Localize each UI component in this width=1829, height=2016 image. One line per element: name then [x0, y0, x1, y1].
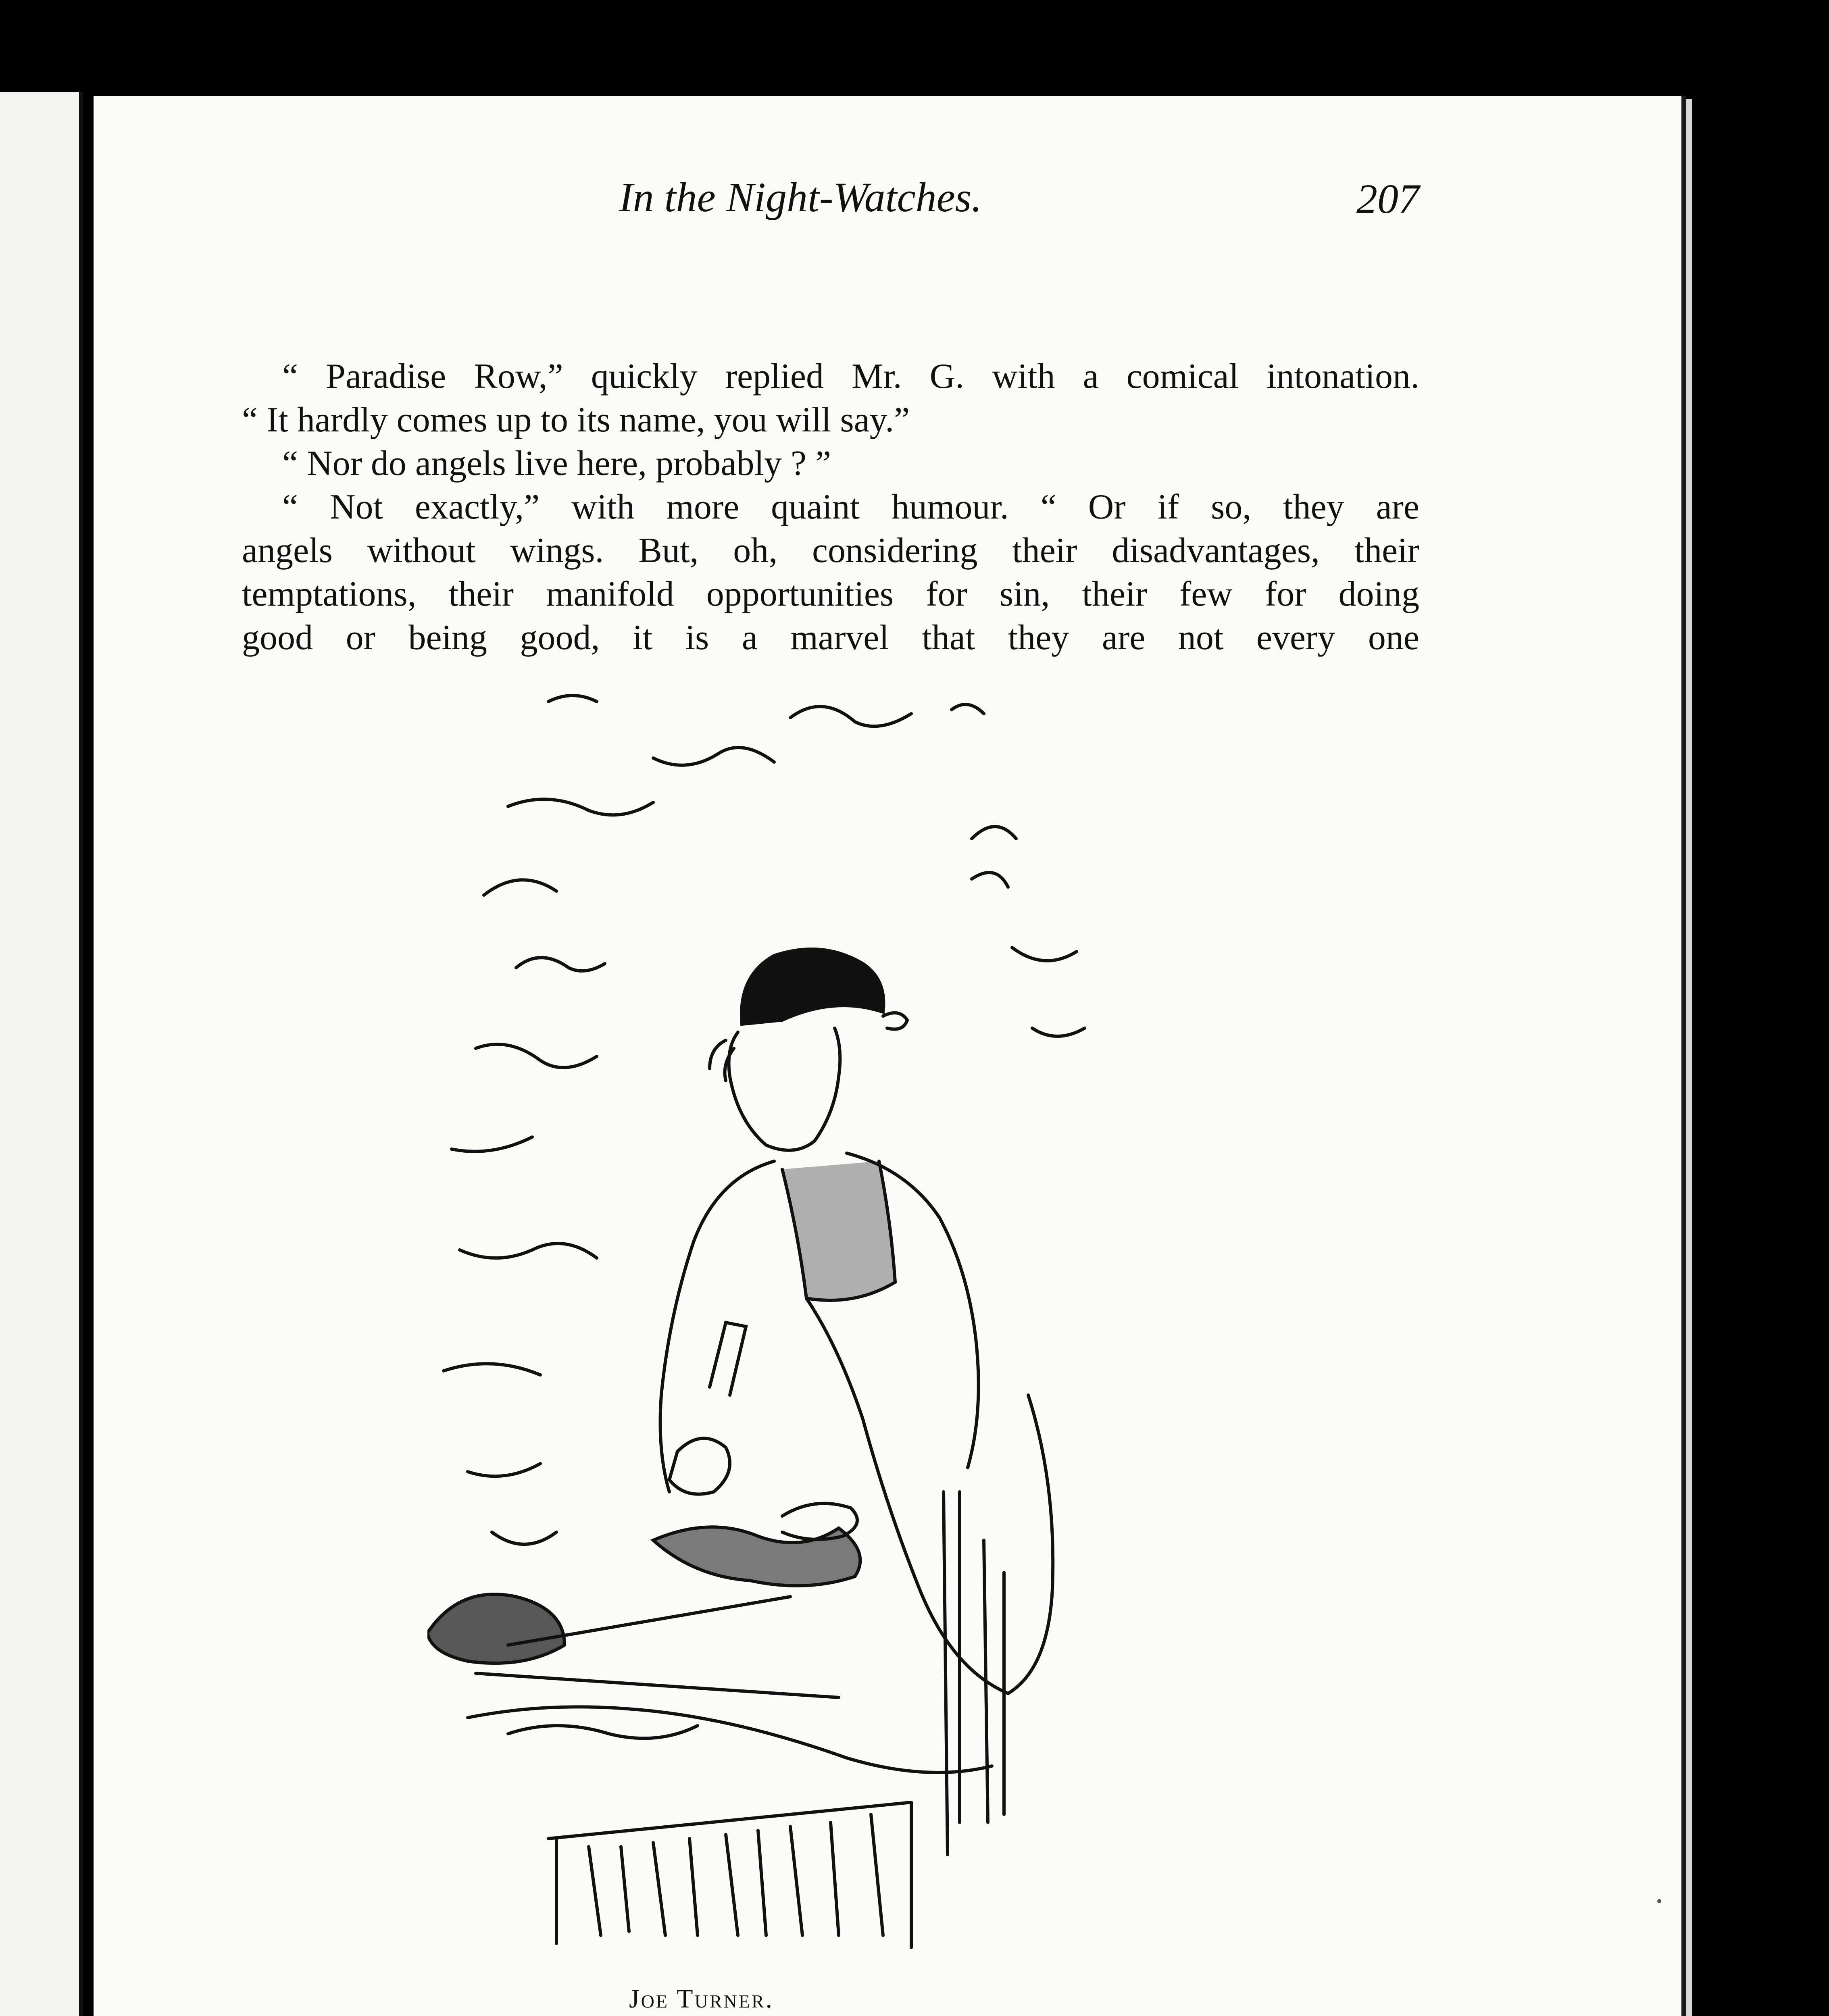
facing-page-edge [0, 92, 83, 2016]
text-line: “ It hardly comes up to its name, you will say.” [242, 400, 910, 439]
text-line: “ Paradise Row,” quickly replied Mr. G. with a comical intonation. [282, 357, 1419, 396]
page-header [242, 173, 1419, 234]
engraving-illustration [427, 685, 1234, 1972]
page-number: 207 [1356, 176, 1419, 222]
text-line: “ Not exactly,” with more quaint humour. “ Or if so, they are [282, 487, 1419, 527]
text-line: temptations, their manifold opportunities for sin, their few for doing [242, 575, 1419, 614]
text-line: good or being good, it is a marvel that they are not every one [242, 618, 1419, 657]
text-line: “ Nor do angels live here, probably ? ” [282, 444, 831, 483]
text-block-top [242, 355, 1419, 660]
print-speck [1657, 1899, 1661, 1903]
page-fore-edge [1686, 99, 1692, 2016]
running-title: In the Night-Watches. [619, 174, 982, 221]
illustration-caption: Joe Turner. [629, 1984, 774, 2014]
text-line: angels without wings. But, oh, considering their disadvantages, their [242, 531, 1419, 570]
